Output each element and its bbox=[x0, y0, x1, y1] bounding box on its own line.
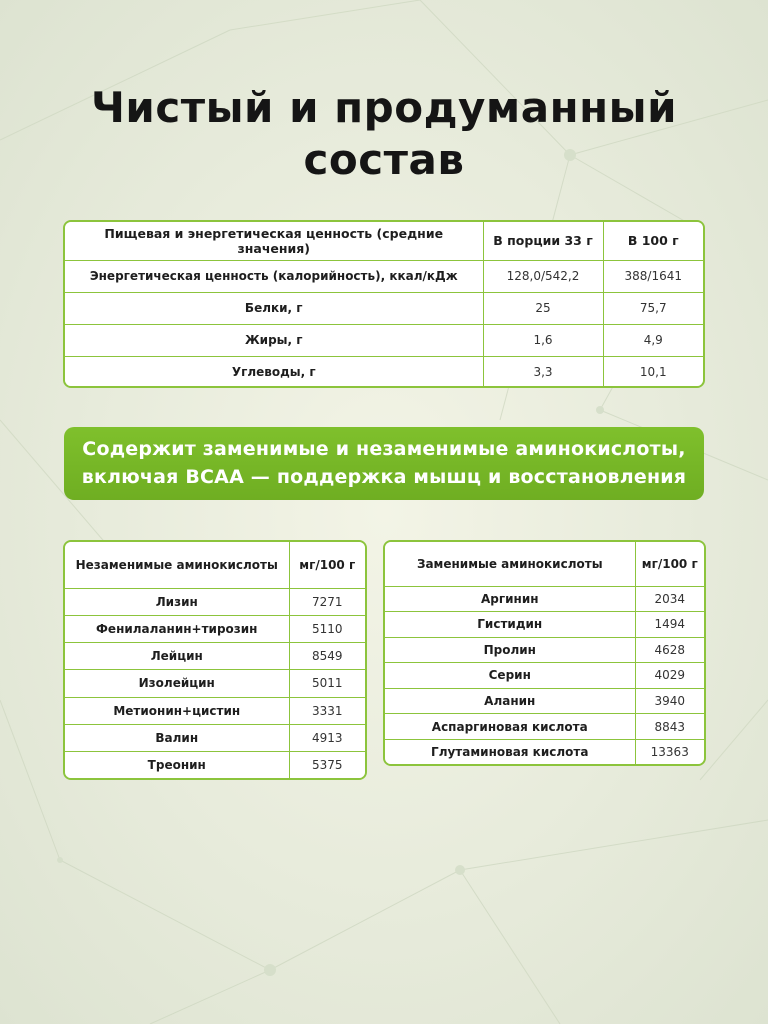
amino-acid-value: 8843 bbox=[635, 714, 704, 740]
essential-row bbox=[65, 615, 365, 642]
nonessential-row bbox=[385, 637, 704, 663]
essential-row bbox=[65, 752, 365, 778]
amino-acid-value: 5110 bbox=[289, 615, 365, 642]
nutrition-header-label: Пищевая и энергетическая ценность (средние значения) bbox=[65, 222, 483, 260]
amino-acid-name: Аланин bbox=[385, 688, 635, 714]
amino-acid-value: 7271 bbox=[289, 588, 365, 615]
nonessential-row bbox=[385, 714, 704, 740]
nonessential-row bbox=[385, 739, 704, 764]
essential-row bbox=[65, 588, 365, 615]
nutrition-per100-value: 388/1641 bbox=[603, 260, 703, 292]
amino-acid-name: Валин bbox=[65, 724, 289, 751]
amino-acid-name: Аргинин bbox=[385, 586, 635, 612]
amino-acid-value: 2034 bbox=[635, 586, 704, 612]
nutrition-row bbox=[65, 260, 703, 292]
banner-line-2: включая BCAA — поддержка мышц и восстановления bbox=[81, 466, 687, 488]
nutrition-label: Жиры, г bbox=[65, 324, 483, 356]
nutrition-portion-value: 1,6 bbox=[483, 324, 603, 356]
nutrition-portion-value: 128,0/542,2 bbox=[483, 260, 603, 292]
nutrition-header-portion: В порции 33 г bbox=[483, 222, 603, 260]
amino-acid-value: 1494 bbox=[635, 612, 704, 638]
amino-acid-value: 5011 bbox=[289, 670, 365, 697]
amino-acid-value: 3331 bbox=[289, 697, 365, 724]
essential-header-unit: мг/100 г bbox=[289, 542, 365, 588]
essential-amino-acids-table bbox=[63, 540, 367, 780]
nonessential-row bbox=[385, 586, 704, 612]
title-line-1: Чистый и продуманный bbox=[90, 83, 678, 132]
nonessential-row bbox=[385, 688, 704, 714]
amino-acid-name: Глутаминовая кислота bbox=[385, 739, 635, 764]
nutrition-row bbox=[65, 356, 703, 388]
amino-acid-name: Серин bbox=[385, 663, 635, 689]
title-line-2: состав bbox=[303, 135, 465, 184]
nutrition-table bbox=[63, 220, 705, 388]
nonessential-header-unit: мг/100 г bbox=[635, 542, 704, 586]
amino-acid-value: 5375 bbox=[289, 752, 365, 778]
amino-acids-banner bbox=[64, 427, 704, 500]
essential-header-row bbox=[65, 542, 365, 588]
essential-row bbox=[65, 670, 365, 697]
nutrition-header-row bbox=[65, 222, 703, 260]
nutrition-label: Углеводы, г bbox=[65, 356, 483, 388]
essential-row bbox=[65, 724, 365, 751]
amino-acid-name: Метионин+цистин bbox=[65, 697, 289, 724]
amino-acid-name: Лизин bbox=[65, 588, 289, 615]
nutrition-per100-value: 75,7 bbox=[603, 292, 703, 324]
amino-acid-name: Пролин bbox=[385, 637, 635, 663]
nonessential-header-row bbox=[385, 542, 704, 586]
amino-acid-value: 13363 bbox=[635, 739, 704, 764]
amino-acid-name: Лейцин bbox=[65, 643, 289, 670]
nutrition-per100-value: 4,9 bbox=[603, 324, 703, 356]
essential-row bbox=[65, 697, 365, 724]
nutrition-portion-value: 25 bbox=[483, 292, 603, 324]
nutrition-portion-value: 3,3 bbox=[483, 356, 603, 388]
amino-acid-name: Аспаргиновая кислота bbox=[385, 714, 635, 740]
amino-acid-value: 4913 bbox=[289, 724, 365, 751]
essential-row bbox=[65, 643, 365, 670]
nutrition-row bbox=[65, 324, 703, 356]
nutrition-header-per100: В 100 г bbox=[603, 222, 703, 260]
nonessential-amino-acids-table bbox=[383, 540, 706, 766]
nutrition-label: Энергетическая ценность (калорийность), ккал/кДж bbox=[65, 260, 483, 292]
banner-line-1: Содержит заменимые и незаменимые аминокислоты, bbox=[82, 438, 686, 460]
page-title bbox=[0, 82, 768, 186]
nutrition-row bbox=[65, 292, 703, 324]
nutrition-label: Белки, г bbox=[65, 292, 483, 324]
amino-acid-value: 4029 bbox=[635, 663, 704, 689]
amino-acid-name: Изолейцин bbox=[65, 670, 289, 697]
amino-acid-value: 4628 bbox=[635, 637, 704, 663]
essential-header-name: Незаменимые аминокислоты bbox=[65, 542, 289, 588]
nutrition-per100-value: 10,1 bbox=[603, 356, 703, 388]
amino-acid-name: Гистидин bbox=[385, 612, 635, 638]
amino-acid-name: Фенилаланин+тирозин bbox=[65, 615, 289, 642]
nonessential-header-name: Заменимые аминокислоты bbox=[385, 542, 635, 586]
amino-acid-value: 8549 bbox=[289, 643, 365, 670]
nonessential-row bbox=[385, 663, 704, 689]
amino-acid-value: 3940 bbox=[635, 688, 704, 714]
amino-acid-name: Треонин bbox=[65, 752, 289, 778]
nonessential-row bbox=[385, 612, 704, 638]
